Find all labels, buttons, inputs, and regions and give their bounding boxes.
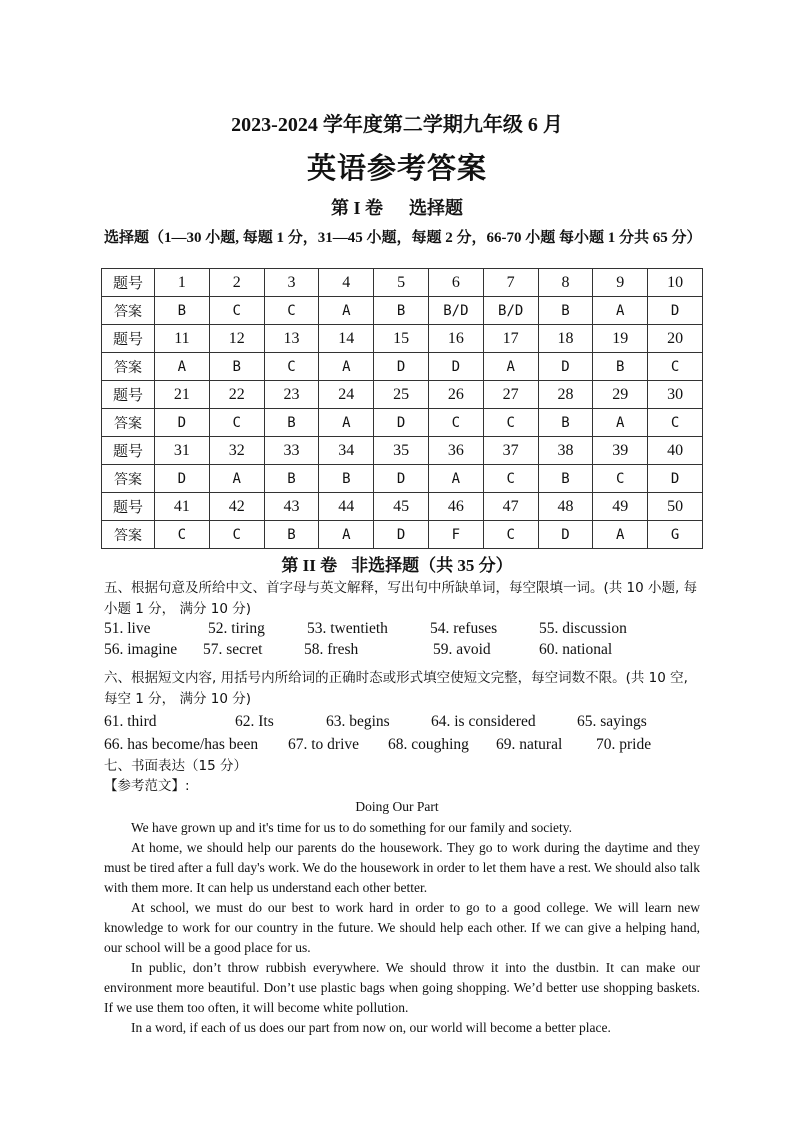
question-number-cell: 23 — [264, 381, 319, 409]
answer-cell: B — [264, 465, 319, 493]
question-number-cell: 16 — [428, 325, 483, 353]
answer-key-title: 英语参考答案 — [306, 153, 487, 185]
answer-item: 62. Its — [235, 713, 274, 730]
answer-item: 51. live — [104, 620, 151, 637]
number-label-cell: 题号 — [102, 269, 155, 297]
answer-cell: C — [483, 465, 538, 493]
answer-cell: D — [374, 521, 429, 549]
question-number-cell: 29 — [593, 381, 648, 409]
answer-item: 64. is considered — [431, 713, 536, 730]
section5-answers-row1 — [104, 620, 724, 642]
answer-cell: A — [483, 353, 538, 381]
part2-type: 非选择题（共 35 分） — [351, 556, 513, 575]
essay-paragraph: In public, don’t throw rubbish everywhere. We should throw it into the dustbin. It can make our environment more beautiful. Don’t use plastic bags when going shopping. We’d better use shopping baskets. If we use them too often, it will become white pollution. — [104, 960, 700, 1015]
answer-cell: B — [538, 297, 593, 325]
question-number-cell: 27 — [483, 381, 538, 409]
part2-volume: 第 II 卷 — [281, 556, 338, 575]
answer-item: 53. twentieth — [307, 620, 388, 637]
answer-item: 59. avoid — [433, 641, 491, 658]
answer-cell: B/D — [483, 297, 538, 325]
answer-cell: D — [538, 521, 593, 549]
answer-label-cell: 答案 — [102, 297, 155, 325]
answer-item: 65. sayings — [577, 713, 647, 730]
question-number-cell: 34 — [319, 437, 374, 465]
answer-cell: G — [648, 521, 703, 549]
answer-item: 55. discussion — [539, 620, 627, 637]
question-number-cell: 47 — [483, 493, 538, 521]
question-number-cell: 6 — [428, 269, 483, 297]
question-number-cell: 43 — [264, 493, 319, 521]
answer-item: 57. secret — [203, 641, 263, 658]
part1-heading — [0, 194, 794, 220]
question-number-cell: 8 — [538, 269, 593, 297]
question-number-cell: 4 — [319, 269, 374, 297]
answer-cell: B — [155, 297, 210, 325]
question-number-cell: 13 — [264, 325, 319, 353]
answer-cell: D — [374, 465, 429, 493]
part1-instruction: 选择题（1—30 小题, 每题 1 分，31—45 小题，每题 2 分，66-70 小题 每小题 1 分共 65 分） — [104, 230, 702, 246]
section6-answers-row1 — [104, 713, 724, 735]
answer-row — [102, 521, 703, 549]
answer-cell: C — [428, 409, 483, 437]
answer-cell: A — [319, 409, 374, 437]
section5-instruction: 五、根据句意及所给中文、首字母与英文解释，写出句中所缺单词，每空限填一词。(共 10 小题, 每小题 1 分， 满分 10 分) — [104, 580, 698, 617]
answer-cell: D — [155, 465, 210, 493]
answer-cell: D — [648, 465, 703, 493]
answer-cell: A — [209, 465, 264, 493]
question-number-cell: 49 — [593, 493, 648, 521]
question-number-cell: 17 — [483, 325, 538, 353]
part1-volume: 第 I 卷 — [330, 198, 383, 218]
answer-cell: C — [648, 353, 703, 381]
answer-cell: A — [593, 521, 648, 549]
answer-cell: B — [264, 521, 319, 549]
answer-item: 63. begins — [326, 713, 390, 730]
answer-cell: D — [374, 353, 429, 381]
question-number-cell: 48 — [538, 493, 593, 521]
question-number-cell: 20 — [648, 325, 703, 353]
answer-table — [101, 268, 703, 549]
answer-cell: C — [155, 521, 210, 549]
answer-item: 69. natural — [496, 736, 563, 753]
section7-heading: 七、书面表达（15 分） — [104, 758, 247, 774]
question-number-cell: 32 — [209, 437, 264, 465]
answer-item: 66. has become/has been — [104, 736, 259, 753]
answer-cell: C — [483, 521, 538, 549]
question-number-cell: 2 — [209, 269, 264, 297]
question-number-cell: 41 — [155, 493, 210, 521]
question-number-cell: 14 — [319, 325, 374, 353]
answer-row — [102, 353, 703, 381]
question-number-cell: 39 — [593, 437, 648, 465]
question-number-cell: 40 — [648, 437, 703, 465]
answer-cell: C — [264, 353, 319, 381]
question-number-cell: 45 — [374, 493, 429, 521]
section6-instruction: 六、根据短文内容, 用括号内所给词的正确时态或形式填空使短文完整，每空词数不限。(共 10 空, 每空 1 分， 满分 10 分) — [104, 670, 688, 707]
answer-cell: D — [428, 353, 483, 381]
answer-row — [102, 297, 703, 325]
answer-label-cell: 答案 — [102, 465, 155, 493]
question-number-cell: 46 — [428, 493, 483, 521]
answer-item: 61. third — [104, 713, 157, 730]
question-number-cell: 33 — [264, 437, 319, 465]
question-number-cell: 10 — [648, 269, 703, 297]
question-number-cell: 38 — [538, 437, 593, 465]
question-number-row — [102, 493, 703, 521]
sample-essay — [104, 818, 700, 1038]
answer-cell: A — [593, 409, 648, 437]
answer-cell: C — [483, 409, 538, 437]
exam-title: 2023-2024 学年度第二学期九年级 6 月 — [231, 114, 563, 136]
question-number-cell: 9 — [593, 269, 648, 297]
number-label-cell: 题号 — [102, 493, 155, 521]
question-number-row — [102, 381, 703, 409]
question-number-cell: 26 — [428, 381, 483, 409]
answer-cell: B — [319, 465, 374, 493]
question-number-cell: 15 — [374, 325, 429, 353]
question-number-cell: 3 — [264, 269, 319, 297]
answer-cell: B — [374, 297, 429, 325]
answer-row — [102, 465, 703, 493]
answer-cell: D — [155, 409, 210, 437]
question-number-row — [102, 325, 703, 353]
essay-paragraph: We have grown up and it's time for us to do something for our family and society. — [131, 820, 573, 835]
answer-item: 70. pride — [596, 736, 652, 753]
question-number-cell: 7 — [483, 269, 538, 297]
answer-cell: C — [264, 297, 319, 325]
answer-item: 54. refuses — [430, 620, 498, 637]
question-number-cell: 50 — [648, 493, 703, 521]
section6-answers-row2 — [104, 736, 724, 758]
answer-cell: A — [319, 353, 374, 381]
question-number-cell: 30 — [648, 381, 703, 409]
answer-cell: B — [538, 409, 593, 437]
question-number-cell: 22 — [209, 381, 264, 409]
number-label-cell: 题号 — [102, 325, 155, 353]
answer-item: 68. coughing — [388, 736, 469, 753]
answer-cell: C — [593, 465, 648, 493]
answer-cell: B — [209, 353, 264, 381]
answer-cell: A — [319, 521, 374, 549]
answer-cell: B/D — [428, 297, 483, 325]
number-label-cell: 题号 — [102, 437, 155, 465]
question-number-cell: 21 — [155, 381, 210, 409]
essay-title: Doing Our Part — [355, 799, 439, 814]
question-number-cell: 31 — [155, 437, 210, 465]
answer-cell: B — [264, 409, 319, 437]
answer-item: 58. fresh — [304, 641, 359, 658]
question-number-cell: 42 — [209, 493, 264, 521]
question-number-cell: 44 — [319, 493, 374, 521]
question-number-cell: 12 — [209, 325, 264, 353]
part1-type: 选择题 — [409, 198, 463, 218]
question-number-row — [102, 269, 703, 297]
question-number-cell: 28 — [538, 381, 593, 409]
essay-paragraph: In a word, if each of us does our part from now on, our world will become a better place. — [131, 1020, 611, 1035]
answer-label-cell: 答案 — [102, 409, 155, 437]
number-label-cell: 题号 — [102, 381, 155, 409]
answer-item: 67. to drive — [288, 736, 360, 753]
answer-cell: C — [209, 521, 264, 549]
question-number-cell: 25 — [374, 381, 429, 409]
answer-cell: B — [593, 353, 648, 381]
answer-cell: D — [538, 353, 593, 381]
question-number-cell: 36 — [428, 437, 483, 465]
question-number-cell: 5 — [374, 269, 429, 297]
answer-item: 60. national — [539, 641, 613, 658]
question-number-cell: 37 — [483, 437, 538, 465]
answer-cell: D — [648, 297, 703, 325]
section5-answers-row2 — [104, 641, 724, 663]
question-number-cell: 24 — [319, 381, 374, 409]
question-number-cell: 35 — [374, 437, 429, 465]
part2-heading — [0, 551, 794, 576]
answer-cell: A — [319, 297, 374, 325]
essay-paragraph: At school, we must do our best to work hard in order to go to a good college. We will learn new knowledge to work for our country in the future. We should help each other. If we can give a helping hand, our school will be a good place for us. — [104, 900, 700, 955]
answer-row — [102, 409, 703, 437]
answer-cell: B — [538, 465, 593, 493]
answer-cell: A — [593, 297, 648, 325]
essay-paragraph: At home, we should help our parents do the housework. They go to work during the daytime and they must be tired after a full day's work. We do the housework in order to let them have a rest. We should also talk with them more. It can help us understand each other better. — [104, 840, 700, 895]
question-number-cell: 11 — [155, 325, 210, 353]
answer-label-cell: 答案 — [102, 353, 155, 381]
answer-cell: C — [648, 409, 703, 437]
answer-cell: F — [428, 521, 483, 549]
question-number-cell: 18 — [538, 325, 593, 353]
sample-essay-label: 【参考范文】: — [104, 778, 190, 794]
answer-cell: C — [209, 409, 264, 437]
question-number-cell: 19 — [593, 325, 648, 353]
answer-cell: A — [428, 465, 483, 493]
answer-item: 56. imagine — [104, 641, 178, 658]
answer-cell: D — [374, 409, 429, 437]
answer-item: 52. tiring — [208, 620, 265, 637]
answer-label-cell: 答案 — [102, 521, 155, 549]
answer-cell: A — [155, 353, 210, 381]
answer-cell: C — [209, 297, 264, 325]
question-number-cell: 1 — [155, 269, 210, 297]
question-number-row — [102, 437, 703, 465]
